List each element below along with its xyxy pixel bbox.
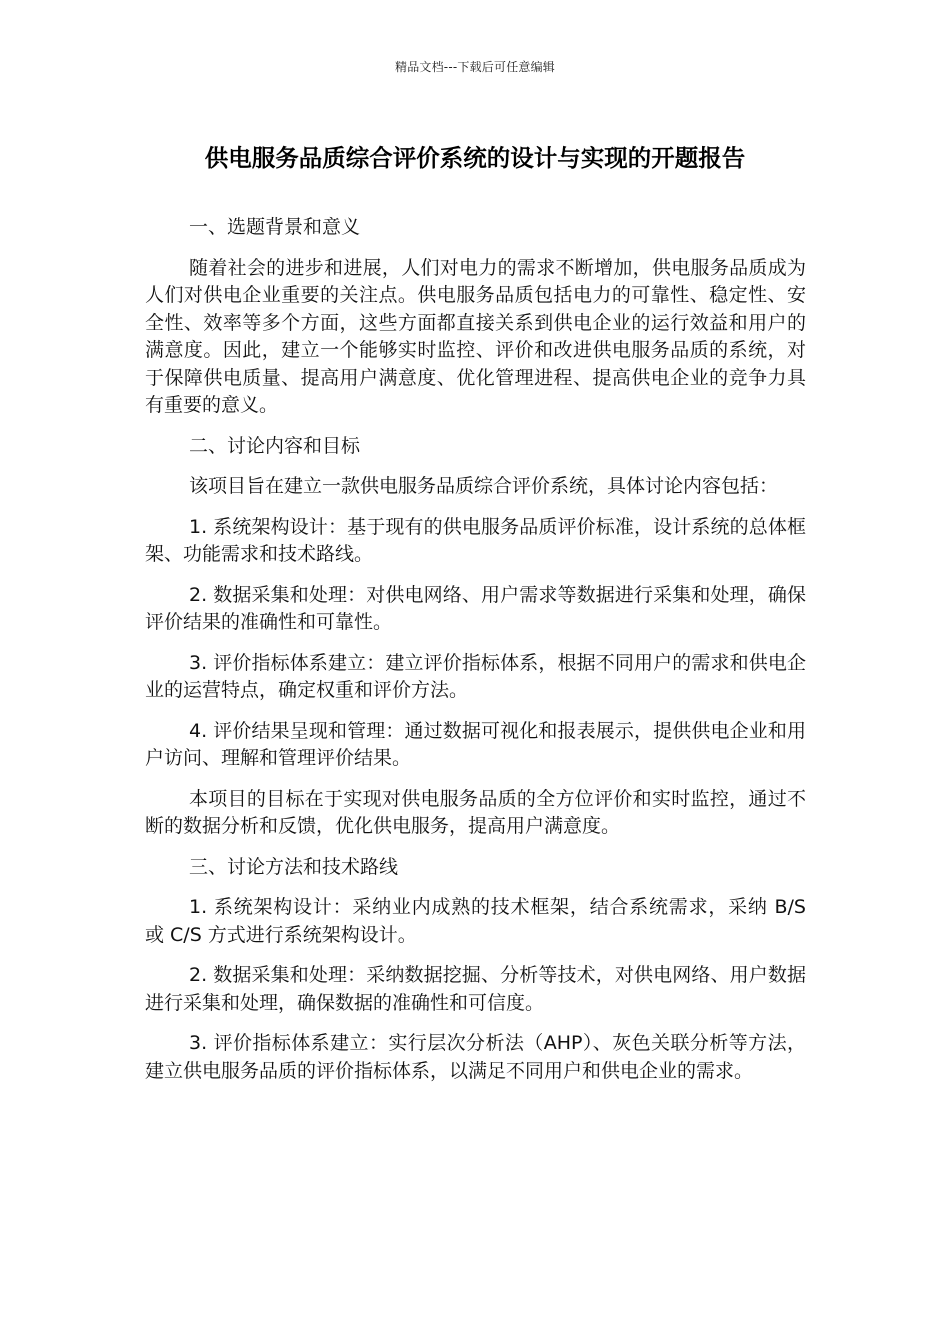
section-heading-methods: 三、讨论方法和技术路线 — [189, 855, 399, 878]
section-heading-background: 一、选题背景和意义 — [189, 216, 361, 238]
document-title: 供电服务品质综合评价系统的设计与实现的开题报告 — [204, 144, 746, 172]
section-heading-research-content: 二、讨论内容和目标 — [189, 434, 361, 457]
document-body — [145, 214, 806, 1098]
research-item-1: 1. 系统架构设计：基于现有的供电服务品质评价标准，设计系统的总体框架、功能需求和技术路线。 — [145, 515, 806, 565]
method-item-2: 2. 数据采集和处理：采纳数据挖掘、分析等技术，对供电网络、用户数据进行采集和处理，确保数据的准确性和可信度。 — [145, 964, 806, 1014]
header-watermark: 精品文档---下载后可任意编辑 — [395, 60, 555, 74]
method-item-3: 3. 评价指标体系建立：实行层次分析法（AHP）、灰色关联分析等方法，建立供电服务品质的评价指标体系，以满足不同用户和供电企业的需求。 — [145, 1032, 806, 1082]
research-item-2: 2. 数据采集和处理：对供电网络、用户需求等数据进行采集和处理，确保评价结果的准确性和可靠性。 — [145, 583, 806, 633]
method-item-1: 1. 系统架构设计：采纳业内成熟的技术框架，结合系统需求，采纳 B/S 或 C/S 方式进行系统架构设计。 — [145, 896, 806, 946]
research-intro-paragraph: 该项目旨在建立一款供电服务品质综合评价系统，具体讨论内容包括： — [189, 475, 779, 497]
research-goal-paragraph: 本项目的目标在于实现对供电服务品质的全方位评价和实时监控，通过不断的数据分析和反馈，优化供电服务，提高用户满意度。 — [145, 787, 806, 837]
research-item-4: 4. 评价结果呈现和管理：通过数据可视化和报表展示，提供供电企业和用户访问、理解和管理评价结果。 — [145, 719, 806, 769]
research-item-3: 3. 评价指标体系建立：建立评价指标体系，根据不同用户的需求和供电企业的运营特点，确定权重和评价方法。 — [145, 651, 806, 701]
background-paragraph: 随着社会的进步和进展，人们对电力的需求不断增加，供电服务品质成为人们对供电企业重要的关注点。供电服务品质包括电力的可靠性、稳定性、安全性、效率等多个方面，这些方面都直接关系到供电企业的运行效益和用户的满意度。因此，建立一个能够实时监控、评价和改进供电服务品质的系统，对于保障供电质量、提高用户满意度、优化管理进程、提高供电企业的竞争力具有重要的意义。 — [145, 256, 806, 416]
